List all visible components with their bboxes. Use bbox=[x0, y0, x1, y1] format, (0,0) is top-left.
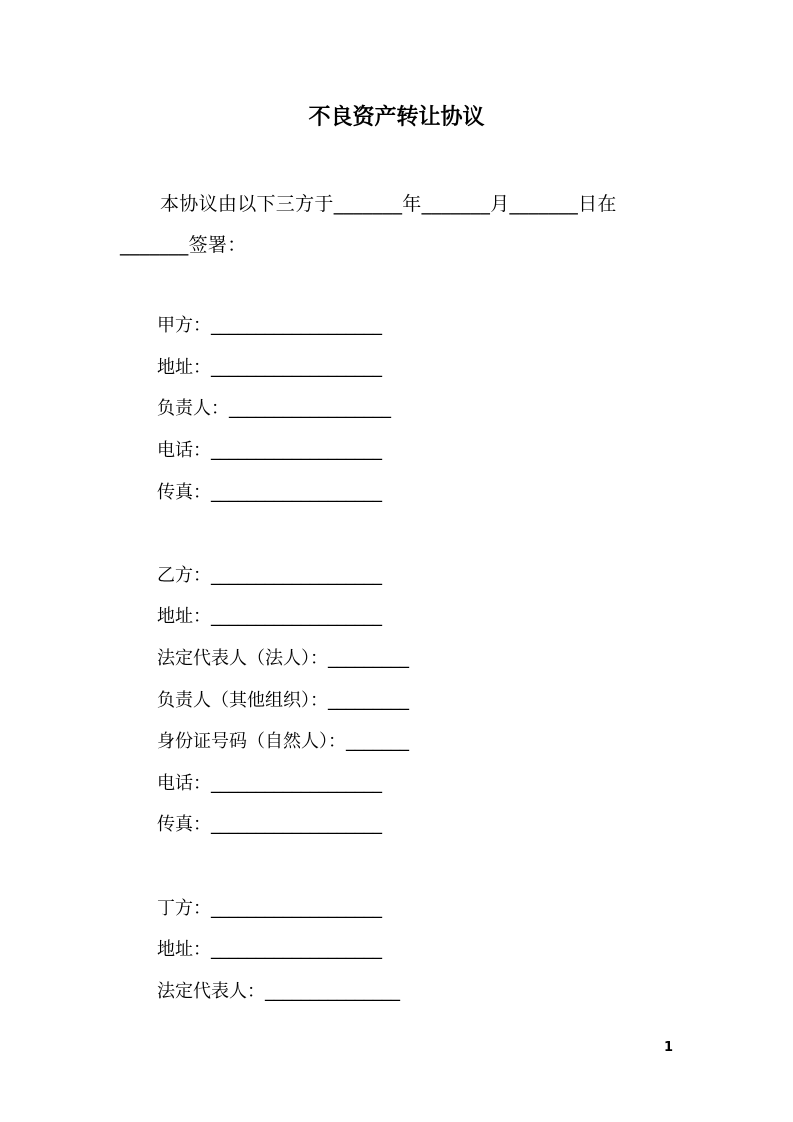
party-b-phone-line: 电话：___________________ bbox=[157, 773, 382, 794]
party-b-name-line: 乙方：___________________ bbox=[157, 565, 382, 586]
party-a-person-in-charge-line: 负责人：__________________ bbox=[157, 398, 391, 419]
party-b-id-number-line: 身份证号码（自然人）：_______ bbox=[157, 731, 409, 752]
party-a-address-line: 地址：___________________ bbox=[157, 357, 382, 378]
party-b-address-line: 地址：___________________ bbox=[157, 606, 382, 627]
page-number: 1 bbox=[664, 1040, 674, 1055]
party-a-name-line: 甲方：___________________ bbox=[157, 315, 382, 336]
document-title: 不良资产转让协议 bbox=[308, 105, 485, 130]
party-b-legal-representative-line: 法定代表人（法人）：_________ bbox=[157, 648, 409, 669]
party-d-legal-representative-line: 法定代表人：_______________ bbox=[157, 981, 400, 1002]
party-a-phone-line: 电话：___________________ bbox=[157, 440, 382, 461]
party-d-name-line: 丁方：___________________ bbox=[157, 898, 382, 919]
intro-paragraph: 本协议由以下三方于_______年_______月_______日在_______签署： bbox=[120, 193, 617, 256]
party-b-fax-line: 传真：___________________ bbox=[157, 814, 382, 835]
party-a-fax-line: 传真：___________________ bbox=[157, 482, 382, 503]
party-b-person-in-charge-line: 负责人（其他组织）：_________ bbox=[157, 690, 409, 711]
party-d-address-line: 地址：___________________ bbox=[157, 939, 382, 960]
